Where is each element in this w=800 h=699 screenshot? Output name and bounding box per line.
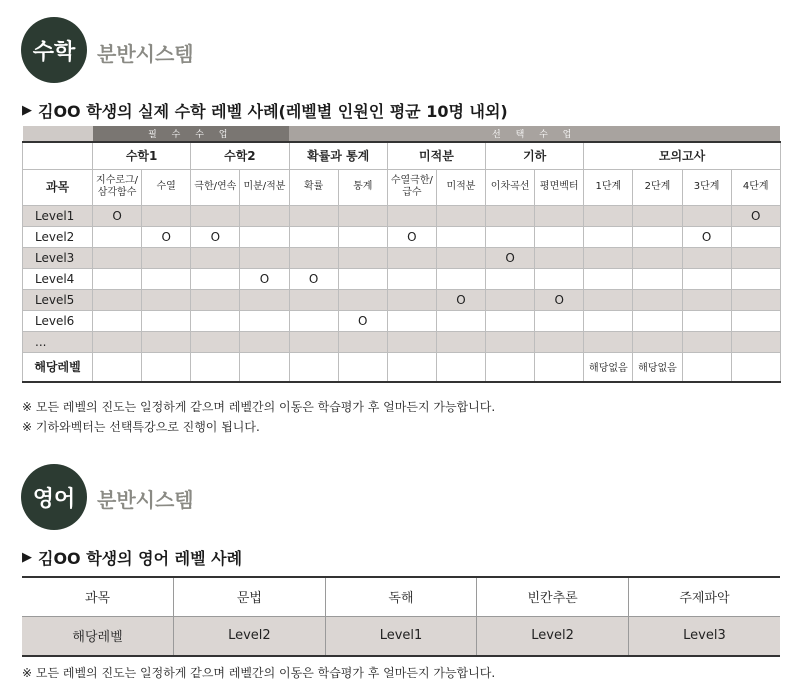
english-system-title: 분반시스템: [97, 488, 194, 512]
current-level-cell: [486, 352, 535, 382]
level-cell: [240, 310, 289, 331]
english-level-cell: Level3: [628, 616, 780, 656]
level-name: Level6: [23, 310, 93, 331]
level-cell: [633, 310, 682, 331]
group-header: 확률과 통계: [289, 142, 387, 169]
level-name: Level2: [23, 226, 93, 247]
english-header-cell: 주제파악: [628, 577, 780, 616]
group-header: 모의고사: [584, 142, 781, 169]
band-required: 필 수 수 업: [93, 126, 290, 142]
level-cell: [731, 247, 780, 268]
subject-header: 지수로그/삼각함수: [93, 169, 142, 205]
current-level-cell: 해당없음: [633, 352, 682, 382]
level-cell: [682, 247, 731, 268]
english-level-row: [22, 616, 780, 656]
subject-header: 1단계: [584, 169, 633, 205]
level-row: [23, 310, 781, 331]
level-row: [23, 226, 781, 247]
level-cell: [240, 205, 289, 226]
level-cell: [142, 247, 191, 268]
english-header-row: [22, 577, 780, 616]
level-cell: [731, 226, 780, 247]
level-cell: [289, 205, 338, 226]
subject-header: 미적분: [436, 169, 485, 205]
row-header-label: 과목: [23, 169, 93, 205]
level-cell: [731, 331, 780, 352]
level-name: Level1: [23, 205, 93, 226]
level-mark: O: [486, 247, 535, 268]
level-cell: [436, 226, 485, 247]
level-cell: [731, 268, 780, 289]
current-level-cell: [93, 352, 142, 382]
level-cell: [142, 268, 191, 289]
level-cell: [142, 289, 191, 310]
subject-header: 3단계: [682, 169, 731, 205]
band-elective: 선 택 수 업: [289, 126, 780, 142]
level-cell: [289, 310, 338, 331]
level-cell: [731, 310, 780, 331]
level-cell: [436, 331, 485, 352]
level-mark: O: [191, 226, 240, 247]
level-cell: [682, 331, 731, 352]
group-header: 수학1: [93, 142, 191, 169]
band-empty-cell: [23, 126, 93, 142]
level-cell: [486, 331, 535, 352]
level-cell: [93, 226, 142, 247]
subject-header: 수열: [142, 169, 191, 205]
level-cell: [338, 268, 387, 289]
level-cell: [486, 289, 535, 310]
subject-row: [23, 169, 781, 205]
triangle-bullet-icon: ▶: [22, 103, 32, 118]
level-cell: [191, 205, 240, 226]
level-cell: [535, 268, 584, 289]
subject-header: 극한/연속: [191, 169, 240, 205]
subject-header: 통계: [338, 169, 387, 205]
level-cell: [387, 268, 436, 289]
current-level-cell: [191, 352, 240, 382]
level-mark: O: [535, 289, 584, 310]
current-level-cell: [731, 352, 780, 382]
math-system-title: 분반시스템: [97, 42, 194, 66]
english-level-cell: Level2: [477, 616, 629, 656]
math-note-1: ※ 모든 레벨의 진도는 일정하게 같으며 레벨간의 이동은 학습평가 후 얼마든지 가능합니다.: [22, 400, 496, 414]
level-row: [23, 205, 781, 226]
level-cell: [191, 247, 240, 268]
level-cell: [93, 331, 142, 352]
level-cell: [93, 247, 142, 268]
level-cell: [289, 247, 338, 268]
current-level-cell: [535, 352, 584, 382]
current-level-cell: [289, 352, 338, 382]
level-cell: [142, 331, 191, 352]
english-header-cell: 문법: [174, 577, 326, 616]
level-mark: O: [338, 310, 387, 331]
level-cell: [535, 247, 584, 268]
subject-group-row: [23, 142, 781, 169]
level-cell: [387, 331, 436, 352]
level-cell: [633, 226, 682, 247]
subject-header: 수열극한/급수: [387, 169, 436, 205]
subject-header: 이차곡선: [486, 169, 535, 205]
group-header: 미적분: [387, 142, 485, 169]
level-row: [23, 289, 781, 310]
level-cell: [338, 289, 387, 310]
current-level-label: 해당레벨: [23, 352, 93, 382]
math-subtitle-text: 김OO 학생의 실제 수학 레벨 사례(레벨별 인원인 평균 10명 내외): [38, 102, 508, 121]
level-cell: [682, 205, 731, 226]
level-cell: [240, 247, 289, 268]
level-cell: [486, 268, 535, 289]
level-mark: O: [682, 226, 731, 247]
level-cell: [535, 226, 584, 247]
level-cell: [584, 331, 633, 352]
level-cell: [240, 331, 289, 352]
english-level-table: [22, 576, 780, 657]
level-cell: [387, 205, 436, 226]
level-cell: [682, 268, 731, 289]
level-cell: [584, 247, 633, 268]
level-cell: [240, 289, 289, 310]
level-cell: [191, 310, 240, 331]
level-cell: [535, 310, 584, 331]
level-cell: [486, 226, 535, 247]
level-cell: [338, 331, 387, 352]
level-cell: [338, 226, 387, 247]
subject-header: 미분/적분: [240, 169, 289, 205]
level-cell: [436, 247, 485, 268]
english-subtitle-text: 김OO 학생의 영어 레벨 사례: [38, 549, 243, 568]
level-cell: [142, 205, 191, 226]
level-cell: [633, 205, 682, 226]
current-level-cell: [387, 352, 436, 382]
level-cell: [682, 310, 731, 331]
level-cell: [93, 289, 142, 310]
english-level-cell: Level1: [325, 616, 477, 656]
level-cell: [289, 289, 338, 310]
level-cell: [338, 205, 387, 226]
group-header: 수학2: [191, 142, 289, 169]
current-level-cell: [240, 352, 289, 382]
subject-header: 2단계: [633, 169, 682, 205]
english-header-cell: 빈칸추론: [477, 577, 629, 616]
subject-header: 평면벡터: [535, 169, 584, 205]
level-cell: [633, 331, 682, 352]
level-cell: [486, 205, 535, 226]
level-cell: [584, 289, 633, 310]
level-cell: [93, 268, 142, 289]
level-cell: [191, 289, 240, 310]
level-cell: [731, 289, 780, 310]
level-cell: [289, 226, 338, 247]
level-cell: [584, 226, 633, 247]
subject-header: 4단계: [731, 169, 780, 205]
level-cell: [436, 310, 485, 331]
level-cell: [436, 268, 485, 289]
level-cell: [535, 205, 584, 226]
current-level-cell: [338, 352, 387, 382]
subject-header: 확률: [289, 169, 338, 205]
level-cell: [584, 268, 633, 289]
level-cell: [240, 226, 289, 247]
level-cell: [387, 310, 436, 331]
level-name: Level5: [23, 289, 93, 310]
math-note-2: ※ 기하와벡터는 선택특강으로 진행이 됩니다.: [22, 420, 260, 434]
level-mark: O: [93, 205, 142, 226]
level-mark: O: [731, 205, 780, 226]
level-cell: [682, 289, 731, 310]
group-header: 기하: [486, 142, 584, 169]
triangle-bullet-icon: ▶: [22, 550, 32, 565]
english-badge: 영어: [21, 464, 87, 530]
level-cell: [535, 331, 584, 352]
level-cell: [633, 268, 682, 289]
level-name: Level3: [23, 247, 93, 268]
group-empty-cell: [23, 142, 93, 169]
level-cell: [289, 331, 338, 352]
level-cell: [191, 268, 240, 289]
math-badge: 수학: [21, 17, 87, 83]
level-cell: [387, 247, 436, 268]
current-level-cell: [142, 352, 191, 382]
level-name: ...: [23, 331, 93, 352]
english-header-cell: 과목: [22, 577, 174, 616]
current-level-cell: [682, 352, 731, 382]
level-cell: [584, 205, 633, 226]
level-name: Level4: [23, 268, 93, 289]
level-mark: O: [289, 268, 338, 289]
current-level-cell: 해당없음: [584, 352, 633, 382]
math-level-table: [22, 126, 781, 383]
level-cell: [486, 310, 535, 331]
level-cell: [584, 310, 633, 331]
level-cell: [142, 310, 191, 331]
level-cell: [436, 205, 485, 226]
level-cell: [633, 247, 682, 268]
level-cell: [633, 289, 682, 310]
english-header-cell: 독해: [325, 577, 477, 616]
english-row-label: 해당레벨: [22, 616, 174, 656]
level-mark: O: [387, 226, 436, 247]
level-mark: O: [142, 226, 191, 247]
level-row: [23, 331, 781, 352]
level-cell: [93, 310, 142, 331]
course-type-band: [23, 126, 781, 142]
level-row: [23, 268, 781, 289]
english-level-cell: Level2: [174, 616, 326, 656]
level-cell: [191, 331, 240, 352]
level-cell: [338, 247, 387, 268]
english-note: ※ 모든 레벨의 진도는 일정하게 같으며 레벨간의 이동은 학습평가 후 얼마든지 가능합니다.: [22, 666, 496, 680]
level-mark: O: [436, 289, 485, 310]
current-level-row: [23, 352, 781, 382]
level-mark: O: [240, 268, 289, 289]
english-subtitle: [22, 546, 242, 569]
level-row: [23, 247, 781, 268]
current-level-cell: [436, 352, 485, 382]
level-cell: [387, 289, 436, 310]
math-subtitle: [22, 99, 508, 122]
